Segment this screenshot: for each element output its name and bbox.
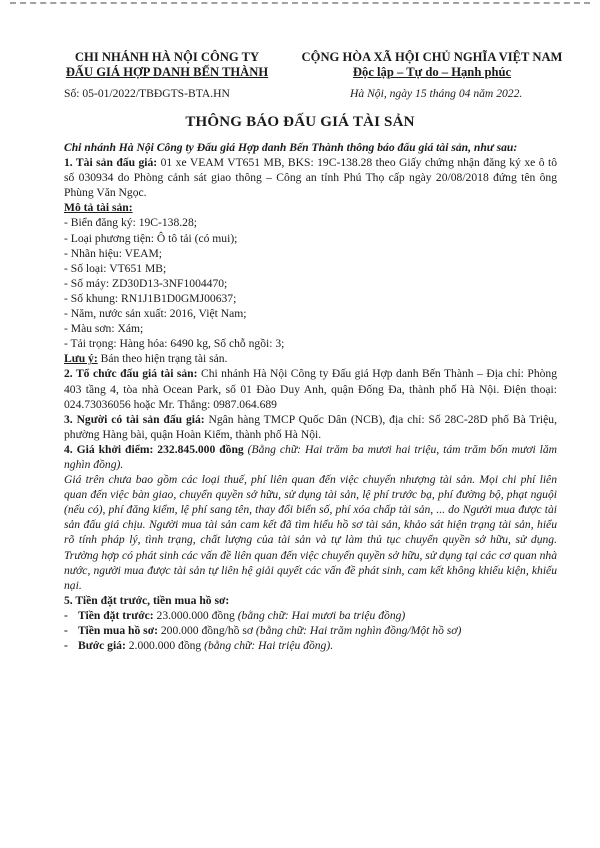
asset-item: - Loại phương tiện: Ô tô tải (có mui); bbox=[64, 231, 238, 245]
asset-description-heading-text: Mô tả tài sản: bbox=[64, 201, 133, 215]
bullet-dash: - bbox=[64, 624, 68, 637]
document-body bbox=[64, 140, 557, 653]
asset-item: - Tải trọng: Hàng hóa: 6490 kg, Số chỗ ngồi: 3; bbox=[64, 337, 285, 351]
document-date: Hà Nội, ngày 15 tháng 04 năm 2022. bbox=[350, 87, 523, 100]
section-3-text: Ngân hàng TMCP Quốc Dân (NCB), địa chỉ: Số 28C-28D phố Bà Triệu, phường Hàng bài, quận Hoàn Kiếm, thành phố Hà Nội. bbox=[64, 412, 557, 441]
fee-label: Tiền mua hồ sơ: bbox=[78, 624, 158, 637]
asset-item: - Số máy: ZD30D13-3NF1004470; bbox=[64, 276, 228, 290]
fee-value: 2.000.000 đồng bbox=[125, 639, 202, 653]
fee-item-step bbox=[64, 638, 557, 653]
bullet-dash: - bbox=[64, 608, 68, 622]
fee-value: 23.000.000 đồng bbox=[153, 608, 235, 622]
section-3-paragraph bbox=[64, 412, 557, 442]
section-4-words: (Bằng chữ: Hai trăm ba mươi hai triệu, tám trăm bốn mươi lăm nghìn đồng). bbox=[64, 442, 557, 471]
fee-words: (bằng chữ: Hai mươi ba triệu đồng) bbox=[234, 608, 406, 622]
org-name-line1: CHI NHÁNH HÀ NỘI CÔNG TY bbox=[74, 50, 260, 64]
asset-item: - Màu sơn: Xám; bbox=[64, 322, 144, 336]
nation-title: CỘNG HÒA XÃ HỘI CHỦ NGHĨA VIỆT NAM bbox=[301, 50, 563, 64]
fee-words: (bằng chữ: Hai triệu đồng). bbox=[201, 639, 334, 653]
section-2-text: Chi nhánh Hà Nội Công ty Đấu giá Hợp danh Bến Thành – Địa chỉ: Phòng 403 tầng 4, tòa nhà Ocean Park, số 01 Đào Duy Anh, quận Đống Đa, thành phố Hà Nội. Điện thoại: 024.73036056 hoặc Mr. Thắng: 0987.064.689 bbox=[64, 367, 558, 411]
fee-words: (bằng chữ: Hai trăm nghìn đồng/Một hồ sơ) bbox=[253, 624, 462, 637]
section-2-heading: 2. Tổ chức đấu giá tài sản: bbox=[64, 367, 198, 381]
asset-description-heading bbox=[64, 200, 557, 215]
asset-item: - Năm, nước sản xuất: 2016, Việt Nam; bbox=[64, 307, 247, 321]
fee-value: 200.000 đồng/hồ sơ bbox=[157, 624, 254, 637]
section-3-heading: 3. Người có tài sản đấu giá: bbox=[64, 412, 205, 426]
fee-item-dossier bbox=[64, 623, 557, 638]
bullet-dash: - bbox=[64, 639, 68, 653]
asset-item: - Nhãn hiệu: VEAM; bbox=[64, 246, 162, 260]
asset-item: - Số loại: VT651 MB; bbox=[64, 261, 167, 275]
fee-item-deposit bbox=[64, 608, 557, 623]
section-1-paragraph bbox=[64, 155, 557, 200]
asset-item: - Biển đăng ký: 19C-138.28; bbox=[64, 216, 197, 230]
section-1-text: 01 xe VEAM VT651 MB, BKS: 19C-138.28 theo Giấy chứng nhận đăng ký xe ô tô số 030934 do Phòng cảnh sát giao thông – Công an tỉnh Phú Thọ cấp ngày 20/08/2018 đứng tên ông Phùng Văn Ngọc. bbox=[64, 156, 557, 200]
section-4-paragraph bbox=[64, 442, 557, 472]
fee-label: Tiền đặt trước: bbox=[78, 608, 154, 622]
nation-motto-text: Độc lập – Tự do – Hạnh phúc bbox=[352, 65, 512, 79]
section-4-note: Giá trên chưa bao gồm các loại thuế, phí liên quan đến việc chuyển nhượng tài sản. Mọi chi phí liên quan đến việc bàn giao, chuyển quyền sở hữu, sử dụng tài sản, lệ phí trước bạ, phí đường bộ, phạt nguội (nếu có), phí đăng kiểm, lệ phí sang tên, thay đổi biển số, phí xóa chấp tài sản, ... do Người mua được tài sản đấu giá chịu. Người mua tài sản cam kết đã tìm hiểu hồ sơ tài sản, khảo sát hiện trạng tài sản, hiểu rõ tính pháp lý, tình trạng, chất lượng của tài sản và tự làm thủ tục chuyển quyền sở hữu, sử dụng. Trường hợp có phát sinh các vấn đề liên quan đến việc chuyển quyền sở hữu, sử dụng tại các cơ quan nhà nước, người mua được tài sản tự liên hệ giải quyết các vấn đề phát sinh, cam kết không khiếu kiện, khiếu nại. bbox=[64, 473, 557, 592]
section-2-paragraph bbox=[64, 366, 557, 411]
note-paragraph bbox=[64, 351, 557, 366]
org-name-line2-text: ĐẤU GIÁ HỢP DANH BẾN THÀNH bbox=[65, 65, 269, 79]
fee-label: Bước giá: bbox=[78, 639, 126, 653]
note-text: Bán theo hiện trạng tài sản. bbox=[97, 352, 228, 366]
document-number: Số: 05-01/2022/TBĐGTS-BTA.HN bbox=[64, 87, 230, 100]
section-1-heading: 1. Tài sản đấu giá: bbox=[64, 156, 158, 170]
top-dashed-border bbox=[10, 2, 590, 8]
page-title: THÔNG BÁO ĐẤU GIÁ TÀI SẢN bbox=[185, 114, 415, 130]
section-4-heading: 4. Giá khởi điểm: 232.845.000 đồng bbox=[64, 442, 244, 456]
nation-motto bbox=[282, 65, 582, 80]
org-name-line2 bbox=[52, 65, 282, 80]
asset-item: - Số khung: RN1J1B1D0GMJ00637; bbox=[64, 291, 237, 305]
note-label: Lưu ý: bbox=[64, 352, 98, 366]
section-5-heading: 5. Tiền đặt trước, tiền mua hồ sơ: bbox=[64, 593, 230, 607]
intro-paragraph: Chi nhánh Hà Nội Công ty Đấu giá Hợp danh Bến Thành thông báo đấu giá tài sản, như sau: bbox=[64, 141, 518, 154]
